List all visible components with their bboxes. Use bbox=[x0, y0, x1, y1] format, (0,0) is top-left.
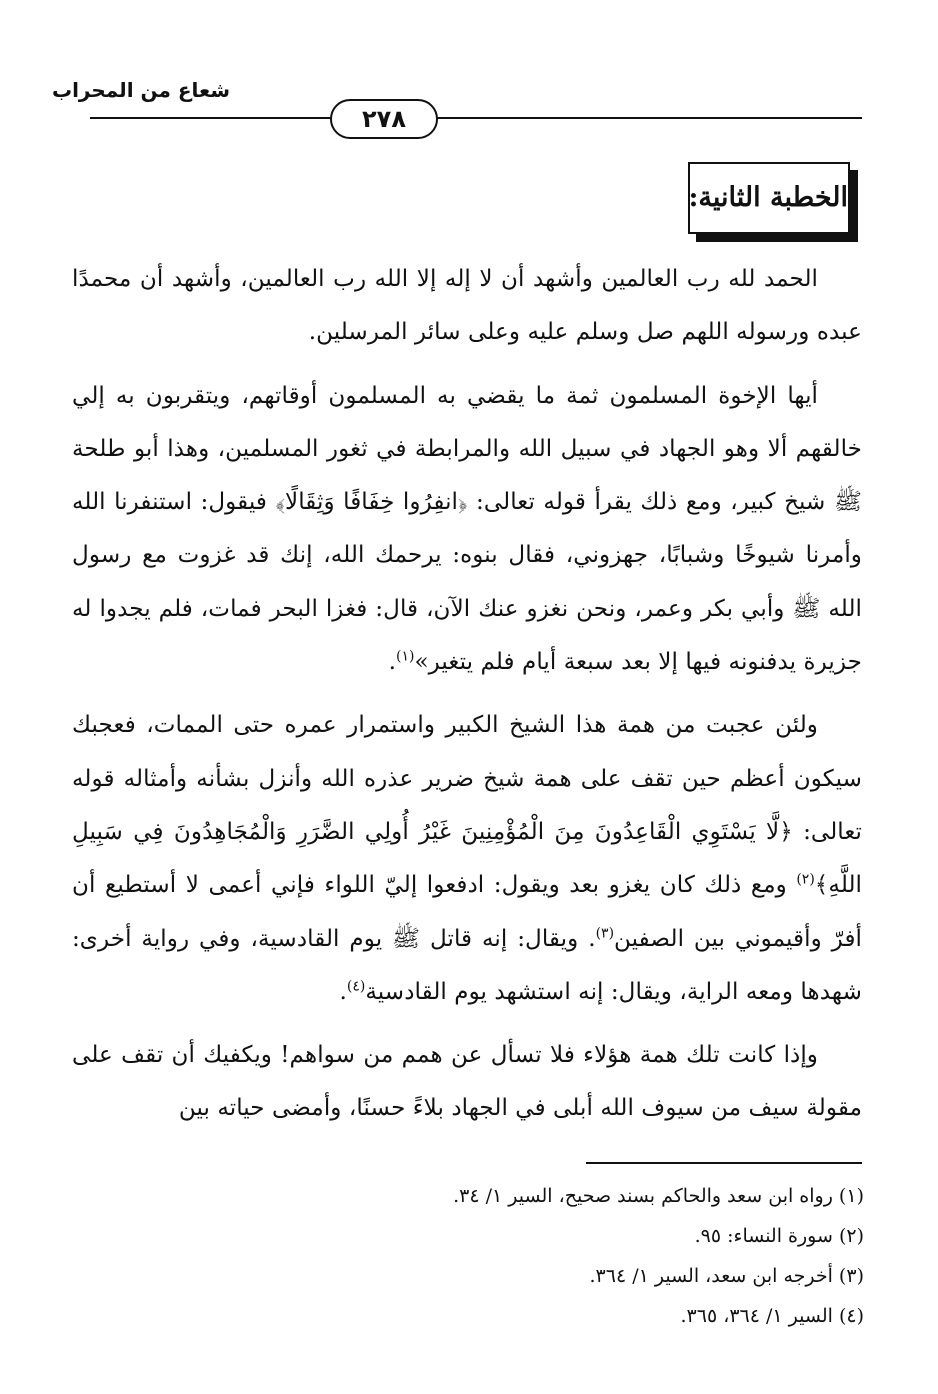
paragraph-closing bbox=[72, 1028, 862, 1135]
section-heading: الخطبة الثانية: bbox=[688, 162, 850, 234]
footnote-ref: (٤) bbox=[346, 978, 366, 995]
footnotes bbox=[164, 1176, 864, 1336]
footnote-item: (١) رواه ابن سعد والحاكم بسند صحيح، السير ١/ ٣٤. bbox=[453, 1185, 864, 1207]
paragraph-text: وإذا كانت تلك همة هؤلاء فلا تسأل عن همم من سواهم! ويكفيك أن تقف على مقولة سيف من سيوف الله أبلى في الجهاد بلاءً حسنًا، وأمضى حياته بين bbox=[72, 1041, 862, 1122]
footnote-ref: (٢) bbox=[796, 871, 815, 888]
footnote-item: (٢) سورة النساء: ٩٥. bbox=[694, 1225, 864, 1247]
footnote-ref: (٣) bbox=[595, 924, 615, 941]
paragraph-tail: ومع ذلك كان يغزو بعد ويقول: ادفعوا إليّ اللواء فإني أعمى لا أستطيع أن أفرّ وأقيموني بين الصفين bbox=[72, 871, 862, 952]
paragraph-abu-talha bbox=[72, 369, 862, 689]
header-rule bbox=[90, 117, 862, 119]
body-text bbox=[72, 252, 862, 1145]
paragraph-text: الحمد لله رب العالمين وأشهد أن لا إله إلا الله رب العالمين، وأشهد أن محمدًا عبده ورسوله اللهم صل وسلم عليه وعلى سائر المرسلين. bbox=[72, 265, 862, 346]
footnote-item: (٣) أخرجه ابن سعد، السير ١/ ٣٦٤. bbox=[589, 1265, 864, 1287]
paragraph-blind-sheikh bbox=[72, 698, 862, 1018]
paragraph-tail: . ويقال: إنه قاتل ﷺ يوم القادسية، وفي رواية أخرى: شهدها ومعه الراية، ويقال: إنه استشهد يوم القادسية bbox=[72, 924, 862, 1005]
paragraph-opening bbox=[72, 252, 862, 359]
paragraph-tail: . bbox=[339, 977, 347, 1005]
paragraph-tail: . bbox=[388, 648, 396, 676]
footnote-ref: (١) bbox=[395, 648, 415, 665]
footnote-rule bbox=[586, 1162, 862, 1164]
page-number: ٢٧٨ bbox=[330, 99, 438, 139]
paragraph-text: ولئن عجبت من همة هذا الشيخ الكبير واستمرار عمره حتى الممات، فعجبك سيكون أعظم حين تقف على همة شيخ ضرير عذره الله وأنزل بشأنه وأمثاله قوله تعالى: ﴿لَّا يَسْتَوِي الْقَاعِدُونَ مِنَ الْمُؤْمِنِينَ غَيْرُ أُولِي الضَّرَرِ وَالْمُجَاهِدُونَ فِي سَبِيلِ اللَّهِ﴾ bbox=[72, 711, 862, 899]
footnote-item: (٤) السير ١/ ٣٦٤، ٣٦٥. bbox=[680, 1305, 864, 1327]
running-title: شعاع من المحراب bbox=[51, 78, 230, 102]
paragraph-text: أيها الإخوة المسلمون ثمة ما يقضي به المسلمون أوقاتهم، ويتقربون به إلي خالقهم ألا وهو الجهاد في سبيل الله والمرابطة في ثغور المسلمين، وهذا أبو طلحة ﷺ شيخ كبير، ومع ذلك يقرأ قوله تعالى: ﴿انفِرُوا خِفَافًا وَثِقَالًا﴾ فيقول: استنفرنا الله وأمرنا شيوخًا وشبابًا، جهزوني، فقال بنوه: يرحمك الله، إنك قد غزوت مع رسول الله ﷺ وأبي بكر وعمر، ونحن نغزو عنك الآن، قال: فغزا البحر فمات، فلم يجدوا له جزيرة يدفنونه فيها إلا بعد سبعة أيام فلم يتغير» bbox=[72, 381, 862, 676]
